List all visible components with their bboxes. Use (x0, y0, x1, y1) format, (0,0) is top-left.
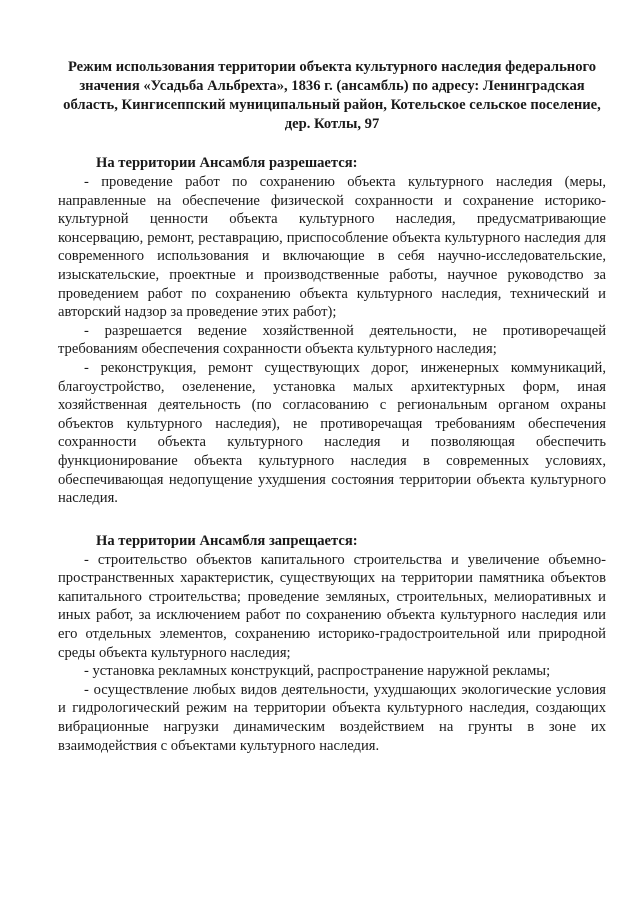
allowed-item: - проведение работ по сохранению объекта культурного наследия (меры, направленные на обеспечение физической сохранности и сохранение историко-культурной ценности объекта культурного наследия, предусматривающие консервацию, ремонт, реставрацию, приспособление объекта культурного наследия для современного использования и включающие в себя научно-исследовательские, изыскательские, проектные и производственные работы, научное руководство за проведением работ по сохранению объекта культурного наследия, технический и авторский надзор за проведение этих работ); (58, 174, 606, 321)
prohibited-heading: На территории Ансамбля запрещается: (96, 532, 358, 549)
allowed-heading: На территории Ансамбля разрешается: (96, 155, 358, 171)
prohibited-item: - установка рекламных конструкций, распространение наружной рекламы; (84, 663, 551, 680)
document-title: Режим использования территории объекта культурного наследия федерального значения «Усадьба Альбрехта», 1836 г. (ансамбль) по адресу: Ленинградская область, Кингисеппский муниципальный район, Котельское сельское поселение, дер. Котлы, 97 (63, 59, 601, 132)
prohibited-section (58, 532, 606, 756)
allowed-item: - реконструкция, ремонт существующих дорог, инженерных коммуникаций, благоустройство, озеленение, установка малых архитектурных форм, иная хозяйственная деятельность (по согласованию с региональным органом охраны объектов культурного наследия), не противоречащая требованиям обеспечения сохранности объекта культурного наследия и позволяющая обеспечить функционирование объекта культурного наследия в современных условиях, обеспечивающая недопущение ухудшения состояния территории объекта культурного наследия. (58, 359, 606, 507)
allowed-section (58, 154, 606, 508)
allowed-item: - разрешается ведение хозяйственной деятельности, не противоречащей требованиям обеспечения сохранности объекта культурного наследия; (58, 322, 606, 358)
document-page (58, 58, 606, 755)
prohibited-item: - строительство объектов капитального строительства и увеличение объемно-пространственных характеристик, существующих на территории памятника объектов капитального строительства; проведение земляных, строительных, мелиоративных и иных работ, за исключением работ по сохранению объекта культурного наследия или его отдельных элементов, сохранению историко-градостроительной или природной среды объекта культурного наследия; (58, 551, 606, 661)
prohibited-item: - осуществление любых видов деятельности, ухудшающих экологические условия и гидрологический режим на территории объекта культурного наследия, создающих вибрационные нагрузки динамическим воздействием на грунты в зоне их взаимодействия с объектами культурного наследия. (58, 681, 606, 754)
